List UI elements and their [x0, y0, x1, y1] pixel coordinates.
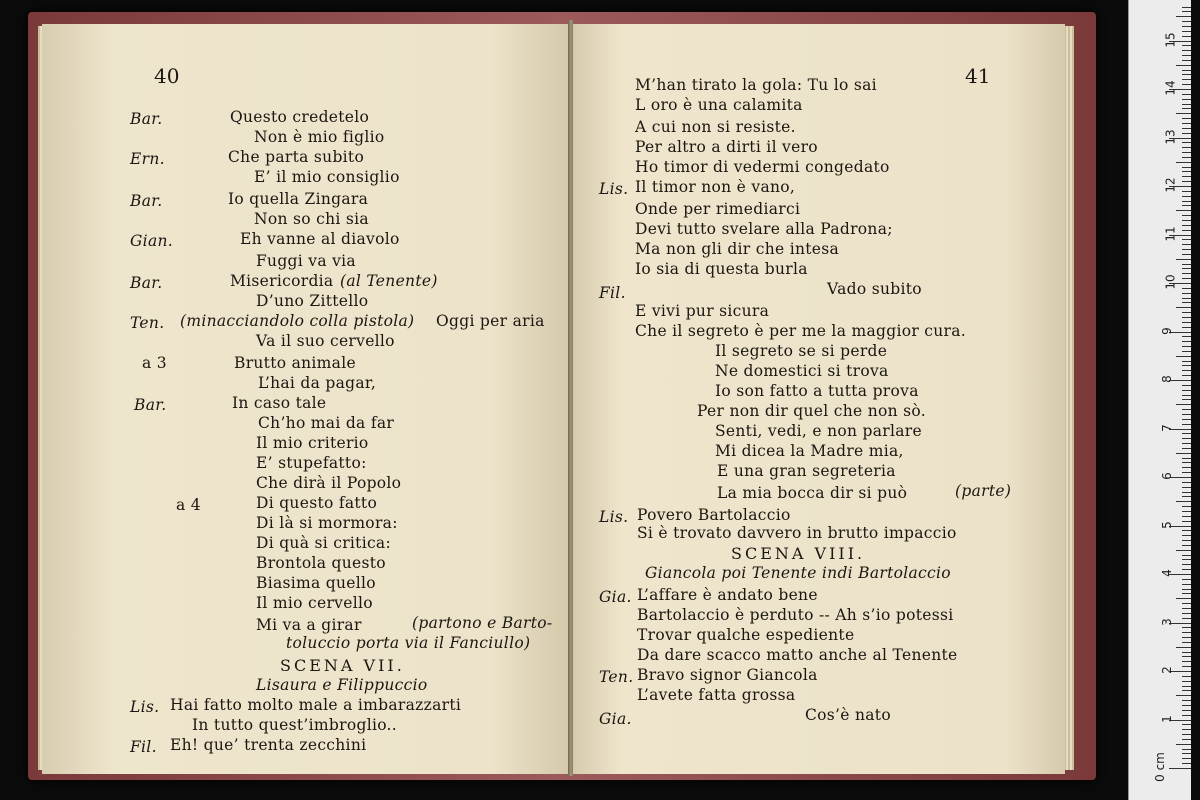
ruler-tick [1176, 501, 1191, 502]
ruler-tick [1182, 608, 1191, 609]
verse-line: A cui non si resiste. [635, 118, 796, 136]
ruler-tick [1182, 70, 1191, 71]
ruler-tick [1182, 724, 1191, 725]
ruler-tick [1182, 438, 1191, 439]
ruler-tick [1182, 496, 1191, 497]
speaker: Ern. [130, 150, 165, 168]
ruler-tick [1182, 613, 1191, 614]
ruler-number: 7 [1159, 423, 1174, 432]
ruler-tick [1182, 128, 1191, 129]
ruler-tick [1182, 317, 1191, 318]
right-page [573, 24, 1065, 774]
ruler-tick [1182, 734, 1191, 735]
verse-line: Di là si mormora: [256, 514, 398, 532]
ruler-tick [1182, 50, 1191, 51]
left-page [42, 24, 571, 774]
ruler-tick [1182, 133, 1191, 134]
verse-line: L oro è una calamita [635, 96, 803, 114]
verse-line: Va il suo cervello [256, 332, 395, 350]
ruler-tick [1182, 268, 1191, 269]
ruler-tick [1182, 336, 1191, 337]
verse-line: Misericordia [230, 272, 334, 290]
speaker: Gian. [130, 232, 173, 250]
ruler-tick [1182, 700, 1191, 701]
ruler-tick [1182, 244, 1191, 245]
ruler-tick [1182, 715, 1191, 716]
ruler-tick [1182, 729, 1191, 730]
verse-line: Per altro a dirti il vero [635, 138, 818, 156]
verse-line: L’avete fatta grossa [637, 686, 796, 704]
ruler-tick [1176, 453, 1191, 454]
verse-line: Eh! que’ trenta zecchini [170, 736, 367, 754]
verse-line: Hai fatto molto male a imbarazzarti [170, 696, 462, 714]
ruler-tick [1169, 768, 1191, 769]
ruler-tick [1182, 142, 1191, 143]
verse-line: Brutto animale [234, 354, 356, 372]
stage-direction: (parte) [955, 482, 1012, 500]
ruler-tick [1182, 593, 1191, 594]
ruler-tick [1182, 370, 1191, 371]
verse-line: Io sia di questa burla [635, 260, 808, 278]
ruler-tick [1182, 656, 1191, 657]
ruler-tick [1182, 351, 1191, 352]
speaker: Ten. [599, 668, 634, 686]
speaker: Bar. [130, 192, 163, 210]
verse-line: Fuggi va via [256, 252, 356, 270]
ruler-tick [1182, 7, 1191, 8]
verse-line: Biasima quello [256, 574, 376, 592]
verse-line: Senti, vedi, e non parlare [715, 422, 922, 440]
ruler-tick [1182, 511, 1191, 512]
ruler-tick [1182, 710, 1191, 711]
ruler-tick [1182, 21, 1191, 22]
ruler-tick [1176, 695, 1191, 696]
verse-line: Ch’ho mai da far [258, 414, 395, 432]
ruler-tick [1182, 26, 1191, 27]
ruler-tick [1182, 196, 1191, 197]
verse-line: Di quà si critica: [256, 534, 392, 552]
ruler-tick [1182, 322, 1191, 323]
speaker: Gia. [599, 588, 632, 606]
ruler-number: 5 [1159, 520, 1174, 529]
speaker: Lis. [599, 508, 629, 526]
ruler-tick [1182, 681, 1191, 682]
verse-line: E’ stupefatto: [256, 454, 367, 472]
ruler-tick [1176, 210, 1191, 211]
ruler-tick [1176, 113, 1191, 114]
verse-line: M’han tirato la gola: Tu lo sai [635, 76, 877, 94]
ruler-tick [1176, 404, 1191, 405]
ruler-tick [1176, 259, 1191, 260]
verse-line: Il mio cervello [256, 594, 373, 612]
ruler-tick [1182, 462, 1191, 463]
ruler-tick [1182, 749, 1191, 750]
ruler-tick [1182, 31, 1191, 32]
ruler-tick [1182, 516, 1191, 517]
ruler-tick [1176, 65, 1191, 66]
ruler-tick [1182, 758, 1191, 759]
ruler-tick [1182, 375, 1191, 376]
stage-direction: Giancola poi Tenente indi Bartolaccio [645, 564, 951, 582]
ruler-number: 9 [1159, 326, 1174, 335]
ruler-tick [1182, 686, 1191, 687]
ruler-tick [1182, 55, 1191, 56]
ruler-number: 12 [1163, 177, 1178, 193]
ruler-tick [1182, 492, 1191, 493]
ruler-tick [1182, 448, 1191, 449]
ruler-tick [1182, 147, 1191, 148]
ruler-tick [1182, 618, 1191, 619]
ruler-tick [1182, 545, 1191, 546]
verse-line: Questo credetelo [230, 108, 370, 126]
ruler-tick [1182, 627, 1191, 628]
ruler-tick [1182, 676, 1191, 677]
ruler-tick [1182, 424, 1191, 425]
ruler-unit-label: 0 cm [1152, 752, 1167, 782]
ruler-tick [1176, 307, 1191, 308]
stage-direction: toluccio porta via il Fanciullo) [286, 634, 531, 652]
ruler-number: 14 [1163, 80, 1178, 96]
verse-line: Che il segreto è per me la maggior cura. [635, 322, 967, 340]
ruler-tick [1182, 521, 1191, 522]
ruler-tick [1176, 598, 1191, 599]
verse-line: Bravo signor Giancola [637, 666, 818, 684]
verse-line: In caso tale [232, 394, 327, 412]
stage-direction: (partono e Barto- [412, 614, 553, 632]
ruler-tick [1182, 564, 1191, 565]
page-number-right: 41 [965, 64, 991, 88]
ruler-tick [1182, 666, 1191, 667]
ruler-tick [1182, 288, 1191, 289]
ruler-tick [1182, 94, 1191, 95]
ruler-tick [1182, 763, 1191, 764]
verse-line: L’hai da pagar, [258, 374, 377, 392]
speaker: Fil. [599, 284, 626, 302]
verse-line: Per non dir quel che non sò. [697, 402, 926, 420]
ruler-tick [1182, 230, 1191, 231]
ruler-tick [1182, 225, 1191, 226]
ruler-tick [1182, 603, 1191, 604]
verse-line: E vivi pur sicura [635, 302, 770, 320]
ruler-tick [1176, 162, 1191, 163]
ruler-tick [1182, 433, 1191, 434]
speaker: Fil. [130, 738, 157, 756]
ruler-tick [1182, 123, 1191, 124]
speaker: Bar. [130, 110, 163, 128]
verse-line: Di questo fatto [256, 494, 378, 512]
ruler-tick [1182, 181, 1191, 182]
ruler-tick [1176, 356, 1191, 357]
ruler-number: 3 [1159, 617, 1174, 626]
ruler-tick [1182, 45, 1191, 46]
ruler-number: 11 [1163, 225, 1178, 242]
ruler-tick [1182, 579, 1191, 580]
ruler-tick [1182, 443, 1191, 444]
verse-line: Che dirà il Popolo [256, 474, 402, 492]
speaker: a 4 [176, 496, 201, 514]
ruler-tick [1182, 652, 1191, 653]
verse-line: In tutto quest’imbroglio.. [192, 716, 398, 734]
ruler-tick [1182, 555, 1191, 556]
verse-line: Vado subito [827, 280, 922, 298]
ruler-tick [1182, 36, 1191, 37]
ruler-tick [1182, 215, 1191, 216]
verse-line: Mi dicea la Madre mia, [715, 442, 904, 460]
ruler-tick [1182, 254, 1191, 255]
verse-line: Da dare scacco matto anche al Tenente [637, 646, 958, 664]
ruler-tick [1182, 414, 1191, 415]
verse-line: Devi tutto svelare alla Padrona; [635, 220, 893, 238]
scene-heading: SCENA VIII. [731, 544, 866, 563]
measuring-ruler [1128, 0, 1191, 800]
ruler-tick [1182, 346, 1191, 347]
ruler-tick [1182, 482, 1191, 483]
ruler-tick [1182, 298, 1191, 299]
stage-direction: (minacciandolo colla pistola) [180, 312, 415, 330]
ruler-number: 2 [1159, 666, 1174, 674]
verse-line: E’ il mio consiglio [254, 168, 400, 186]
verse-line: Bartolaccio è perduto -- Ah s’io potessi [637, 606, 954, 624]
ruler-tick [1182, 642, 1191, 643]
ruler-tick [1182, 176, 1191, 177]
ruler-tick [1182, 361, 1191, 362]
verse-line: Si è trovato davvero in brutto impaccio [637, 524, 957, 542]
ruler-tick [1182, 637, 1191, 638]
ruler-tick [1182, 559, 1191, 560]
ruler-tick [1182, 365, 1191, 366]
speaker: a 3 [142, 354, 167, 372]
ruler-tick [1182, 273, 1191, 274]
ruler-tick [1182, 467, 1191, 468]
ruler-tick [1182, 157, 1191, 158]
speaker: Lis. [599, 180, 629, 198]
ruler-tick [1182, 487, 1191, 488]
ruler-tick [1182, 84, 1191, 85]
ruler-tick [1182, 569, 1191, 570]
verse-line: Ne domestici si trova [715, 362, 889, 380]
ruler-tick [1182, 395, 1191, 396]
verse-line: Che parta subito [228, 148, 365, 166]
verse-line: Io son fatto a tutta prova [715, 382, 919, 400]
ruler-tick [1182, 409, 1191, 410]
speaker: Bar. [134, 396, 167, 414]
verse-line: Io quella Zingara [228, 190, 369, 208]
ruler-tick [1182, 11, 1191, 12]
verse-line: Il mio criterio [256, 434, 369, 452]
ruler-tick [1182, 79, 1191, 80]
ruler-tick [1182, 220, 1191, 221]
ruler-tick [1176, 16, 1191, 17]
ruler-tick [1182, 118, 1191, 119]
ruler-tick [1182, 293, 1191, 294]
ruler-tick [1182, 753, 1191, 754]
ruler-tick [1182, 327, 1191, 328]
verse-line: Ho timor di vedermi congedato [635, 158, 890, 176]
verse-line: Il timor non è vano, [635, 178, 796, 196]
stage-direction: (al Tenente) [340, 272, 438, 290]
ruler-tick [1182, 589, 1191, 590]
ruler-number: 1 [1159, 714, 1174, 723]
ruler-number: 4 [1159, 569, 1174, 577]
ruler-tick [1182, 312, 1191, 313]
verse-line: Trovar qualche espediente [637, 626, 855, 644]
ruler-number: 10 [1163, 274, 1178, 290]
ruler-tick [1182, 341, 1191, 342]
verse-line: Il segreto se si perde [715, 342, 888, 360]
ruler-tick [1182, 632, 1191, 633]
verse-line: D’uno Zittello [256, 292, 369, 310]
verse-line: L’affare è andato bene [637, 586, 818, 604]
ruler-tick [1176, 550, 1191, 551]
ruler-tick [1182, 152, 1191, 153]
ruler-tick [1176, 744, 1191, 745]
ruler-tick [1182, 705, 1191, 706]
speaker: Bar. [130, 274, 163, 292]
verse-line: Oggi per aria [436, 312, 545, 330]
verse-line: Povero Bartolaccio [637, 506, 791, 524]
speaker: Ten. [130, 314, 165, 332]
ruler-tick [1182, 264, 1191, 265]
verse-line: La mia bocca dir si può [717, 484, 908, 502]
ruler-tick [1182, 278, 1191, 279]
ruler-tick [1182, 249, 1191, 250]
ruler-tick [1182, 530, 1191, 531]
ruler-tick [1182, 104, 1191, 105]
ruler-tick [1182, 419, 1191, 420]
scene-heading: SCENA VII. [280, 656, 405, 675]
speaker: Gia. [599, 710, 632, 728]
ruler-tick [1182, 191, 1191, 192]
verse-line: Ma non gli dir che intesa [635, 240, 840, 258]
verse-line: Mi va a girar [256, 616, 362, 634]
ruler-number: 6 [1159, 472, 1174, 480]
ruler-tick [1182, 74, 1191, 75]
ruler-tick [1182, 201, 1191, 202]
ruler-tick [1182, 239, 1191, 240]
ruler-tick [1182, 302, 1191, 303]
ruler-tick [1182, 739, 1191, 740]
ruler-tick [1182, 399, 1191, 400]
ruler-tick [1182, 535, 1191, 536]
ruler-tick [1182, 205, 1191, 206]
ruler-tick [1182, 385, 1191, 386]
ruler-tick [1182, 60, 1191, 61]
ruler-number: 8 [1159, 375, 1174, 383]
ruler-number: 15 [1163, 31, 1178, 48]
ruler-tick [1182, 390, 1191, 391]
ruler-tick [1182, 99, 1191, 100]
ruler-tick [1182, 690, 1191, 691]
verse-line: Brontola questo [256, 554, 386, 572]
ruler-tick [1182, 472, 1191, 473]
ruler-tick [1182, 540, 1191, 541]
ruler-number: 13 [1163, 128, 1178, 145]
verse-line: Onde per rimediarci [635, 200, 801, 218]
page-number-left: 40 [154, 64, 180, 88]
ruler-tick [1182, 661, 1191, 662]
ruler-tick [1182, 171, 1191, 172]
verse-line: Non è mio figlio [254, 128, 385, 146]
verse-line: E una gran segreteria [717, 462, 896, 480]
stage-direction: Lisaura e Filippuccio [256, 676, 428, 694]
ruler-tick [1182, 506, 1191, 507]
verse-line: Non so chi sia [254, 210, 369, 228]
ruler-tick [1182, 108, 1191, 109]
ruler-tick [1182, 584, 1191, 585]
speaker: Lis. [130, 698, 160, 716]
ruler-tick [1176, 647, 1191, 648]
ruler-tick [1182, 167, 1191, 168]
verse-line: Eh vanne al diavolo [240, 230, 400, 248]
ruler-tick [1182, 458, 1191, 459]
verse-line: Cos’è nato [805, 706, 891, 724]
